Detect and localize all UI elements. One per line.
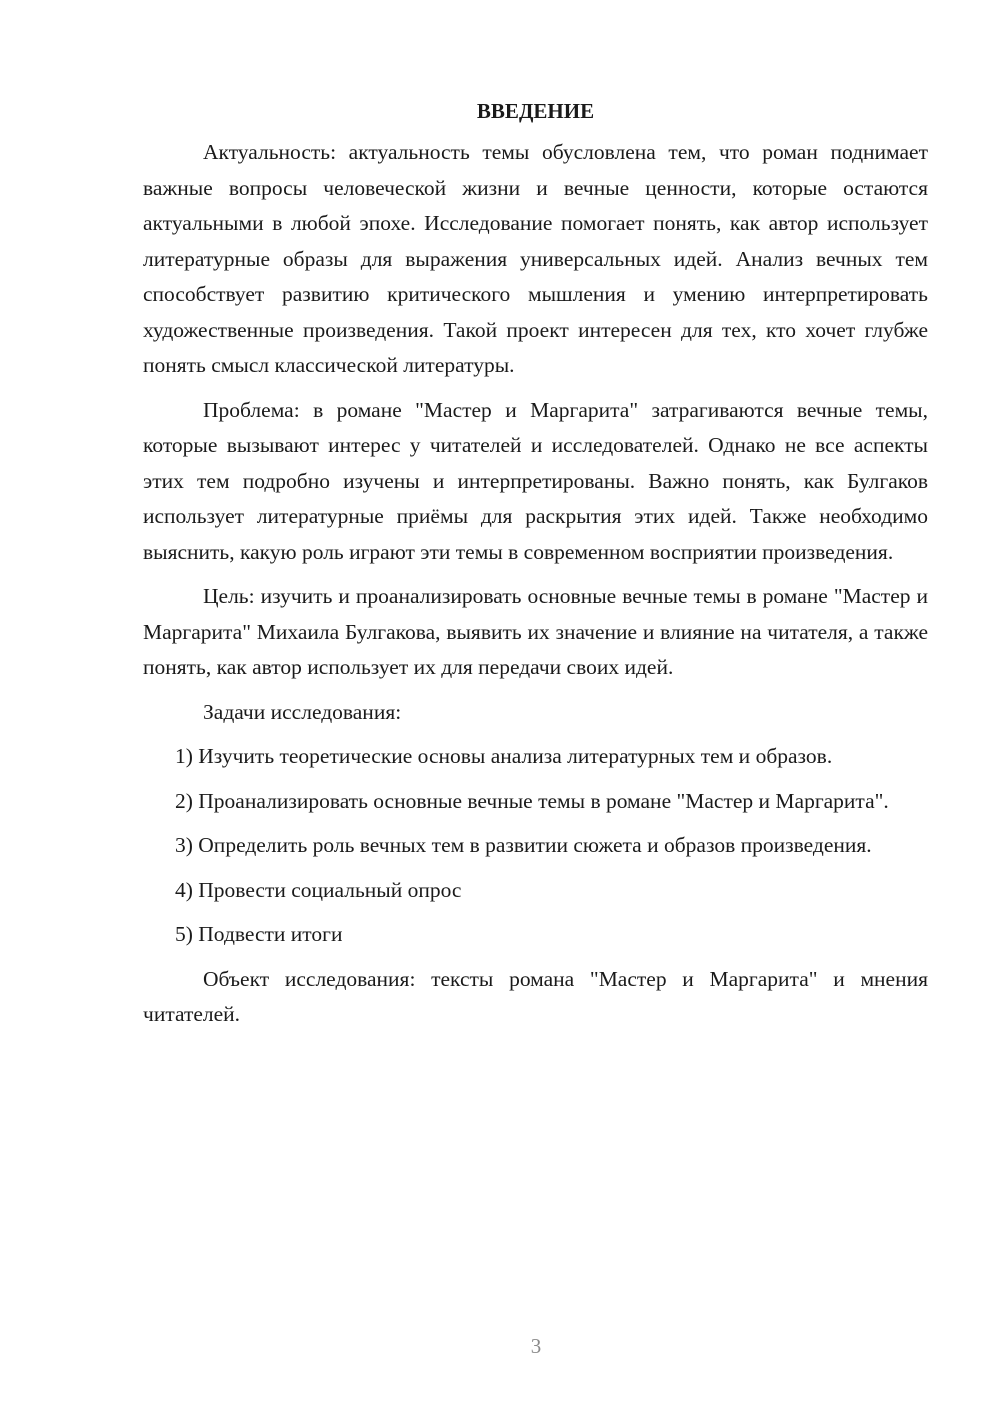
task-item: 4) Провести социальный опрос <box>175 877 462 902</box>
task-item: 3) Определить роль вечных тем в развитии сюжета и образов произведения. <box>175 833 872 857</box>
page-body <box>143 96 928 1042</box>
page-number: 3 <box>530 1334 542 1358</box>
task-item: 2) Проанализировать основные вечные темы в романе "Мастер и Маргарита". <box>175 788 889 813</box>
section-heading: ВВЕДЕНИЕ <box>476 99 595 123</box>
relevance-paragraph: Актуальность: актуальность темы обусловлена тем, что роман поднимает важные вопросы человеческой жизни и вечные ценности, которые остаются актуальными в любой эпохе. Исследование помогает понять, как автор использует литературные образы для выражения универсальных идей. Анализ вечных тем способствует развитию критического мышления и умению интерпретировать художественные произведения. Такой проект интересен для тех, кто хочет глубже понять смысл классической литературы. <box>143 140 928 377</box>
tasks-title: Задачи исследования: <box>203 699 402 724</box>
goal-paragraph: Цель: изучить и проанализировать основные вечные темы в романе "Мастер и Маргарита" Михаила Булгакова, выявить их значение и влияние на читателя, а также понять, как автор использует их для передачи своих идей. <box>143 584 928 679</box>
object-paragraph: Объект исследования: тексты романа "Мастер и Маргарита" и мнения читателей. <box>143 966 928 1026</box>
problem-paragraph: Проблема: в романе "Мастер и Маргарита" затрагиваются вечные темы, которые вызывают интерес у читателей и исследователей. Однако не все аспекты этих тем подробно изучены и интерпретированы. Важно понять, как Булгаков использует литературные приёмы для раскрытия этих идей. Также необходимо выяснить, какую роль играют эти темы в современном восприятии произведения. <box>143 397 928 564</box>
task-item: 1) Изучить теоретические основы анализа литературных тем и образов. <box>175 744 833 768</box>
task-item: 5) Подвести итоги <box>175 922 343 946</box>
